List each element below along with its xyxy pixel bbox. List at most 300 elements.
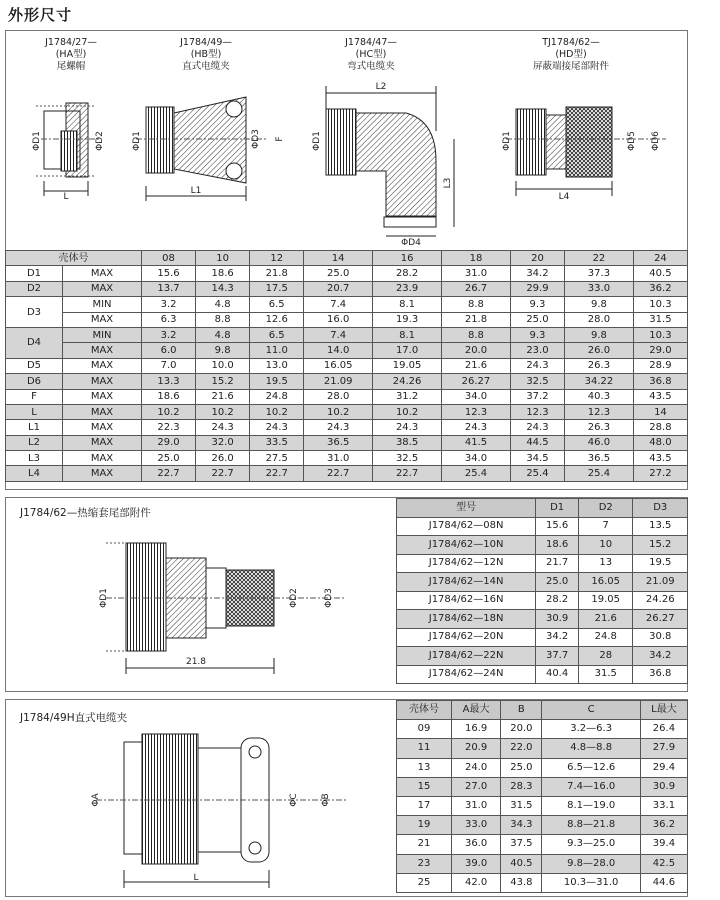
mid-table-row <box>397 573 688 592</box>
caption-hd: TJ1784/62— (HD型) 屏蔽端接尾部附件 <box>532 37 609 72</box>
main-value-cell: 10.0 <box>196 358 250 373</box>
bot-value-cell: 40.5 <box>501 854 542 873</box>
main-header-cell: 08 <box>142 251 196 266</box>
main-value-cell: 12.3 <box>564 404 633 419</box>
mid-value-cell: J1784/62—12N <box>397 554 536 573</box>
main-value-cell: 21.8 <box>442 312 511 327</box>
main-value-cell: 14.3 <box>196 281 250 296</box>
bot-value-cell: 20.9 <box>451 739 500 758</box>
main-row-name: D1 <box>6 266 63 281</box>
main-row-sub: MIN <box>63 327 142 342</box>
dim-len-mid: 21.8 <box>185 657 207 667</box>
bot-drawing <box>6 700 396 896</box>
main-value-cell: 9.8 <box>196 343 250 358</box>
mid-value-cell: 10 <box>578 536 633 555</box>
mid-value-cell: 34.2 <box>536 628 579 647</box>
main-value-cell: 34.5 <box>510 451 564 466</box>
main-value-cell: 14 <box>633 404 687 419</box>
bot-value-cell: 31.0 <box>451 796 500 815</box>
main-table-row <box>6 358 688 373</box>
main-value-cell: 17.5 <box>250 281 304 296</box>
main-value-cell: 34.0 <box>442 389 511 404</box>
main-value-cell: 21.8 <box>250 266 304 281</box>
bot-value-cell: 9.8—28.0 <box>542 854 640 873</box>
bot-header-cell: A最大 <box>451 701 500 720</box>
dim-d5-hd: ΦD5 <box>627 131 637 151</box>
main-value-cell: 18.6 <box>142 389 196 404</box>
main-value-cell: 40.3 <box>564 389 633 404</box>
bot-value-cell: 8.1—19.0 <box>542 796 640 815</box>
main-value-cell: 21.6 <box>442 358 511 373</box>
main-table-row <box>6 343 688 358</box>
bot-value-cell: 30.9 <box>640 777 687 796</box>
main-value-cell: 36.8 <box>633 374 687 389</box>
mid-value-cell: 16.05 <box>578 573 633 592</box>
mid-value-cell: J1784/62—08N <box>397 517 536 536</box>
main-value-cell: 19.05 <box>373 358 442 373</box>
main-table-row <box>6 266 688 281</box>
bot-value-cell: 22.0 <box>501 739 542 758</box>
bot-value-cell: 44.6 <box>640 873 687 892</box>
mid-value-cell: 18.6 <box>536 536 579 555</box>
main-table-row <box>6 451 688 466</box>
bot-value-cell: 27.9 <box>640 739 687 758</box>
main-value-cell: 34.22 <box>564 374 633 389</box>
hb-drawing <box>132 97 285 201</box>
main-value-cell: 26.3 <box>564 358 633 373</box>
mid-value-cell: 34.2 <box>633 647 688 666</box>
bot-title: J1784/49H直式电缆夹 <box>20 712 128 724</box>
main-value-cell: 33.5 <box>250 435 304 450</box>
main-header-cell: 20 <box>510 251 564 266</box>
main-value-cell: 13.0 <box>250 358 304 373</box>
main-header-cell: 18 <box>442 251 511 266</box>
main-value-cell: 7.0 <box>142 358 196 373</box>
page-title: 外形尺寸 <box>8 6 73 24</box>
bot-table-row <box>397 739 688 758</box>
mid-value-cell: 26.27 <box>633 610 688 629</box>
main-row-name: L3 <box>6 451 63 466</box>
main-value-cell: 33.0 <box>564 281 633 296</box>
dim-l-ha: L <box>63 192 69 202</box>
main-value-cell: 25.0 <box>510 312 564 327</box>
main-value-cell: 4.8 <box>196 327 250 342</box>
main-header-cell: 壳体号 <box>6 251 142 266</box>
bot-value-cell: 7.4—16.0 <box>542 777 640 796</box>
main-value-cell: 28.0 <box>564 312 633 327</box>
main-value-cell: 12.3 <box>442 404 511 419</box>
main-value-cell: 26.3 <box>564 420 633 435</box>
main-value-cell: 27.5 <box>250 451 304 466</box>
dim-l4-hd: L4 <box>558 192 570 202</box>
bot-value-cell: 24.0 <box>451 758 500 777</box>
hd-drawing <box>502 107 666 202</box>
dim-l1-hb: L1 <box>190 186 202 196</box>
main-value-cell: 19.3 <box>373 312 442 327</box>
mid-table-row <box>397 610 688 629</box>
mid-value-cell: 31.5 <box>578 665 633 684</box>
main-value-cell: 48.0 <box>633 435 687 450</box>
caption-hc: J1784/47— (HC型) 弯式电缆夹 <box>345 37 397 72</box>
main-value-cell: 10.2 <box>196 404 250 419</box>
main-value-cell: 31.0 <box>442 266 511 281</box>
main-value-cell: 31.0 <box>304 451 373 466</box>
mid-value-cell: 28 <box>578 647 633 666</box>
main-value-cell: 28.9 <box>633 358 687 373</box>
mid-value-cell: 7 <box>578 517 633 536</box>
mid-value-cell: 21.7 <box>536 554 579 573</box>
bot-value-cell: 28.3 <box>501 777 542 796</box>
main-row-sub: MAX <box>63 404 142 419</box>
mid-header-cell: D1 <box>536 499 579 518</box>
main-table-row <box>6 297 688 312</box>
mid-table-row <box>397 647 688 666</box>
main-header-cell: 24 <box>633 251 687 266</box>
caption-hb: J1784/49— (HB型) 直式电缆夹 <box>180 37 232 72</box>
main-value-cell: 28.8 <box>633 420 687 435</box>
mid-value-cell: J1784/62—24N <box>397 665 536 684</box>
main-value-cell: 36.5 <box>304 435 373 450</box>
main-value-cell: 9.8 <box>564 297 633 312</box>
mid-table-row <box>397 665 688 684</box>
main-value-cell: 23.0 <box>510 343 564 358</box>
mid-value-cell: 30.9 <box>536 610 579 629</box>
mid-table-header <box>397 499 688 518</box>
bot-value-cell: 16.9 <box>451 720 500 739</box>
bot-value-cell: 9.3—25.0 <box>542 835 640 854</box>
bot-value-cell: 6.5—12.6 <box>542 758 640 777</box>
caption-ha: J1784/27— (HA型) 尾螺帽 <box>45 37 97 72</box>
bot-value-cell: 33.0 <box>451 816 500 835</box>
main-row-name: F <box>6 389 63 404</box>
dim-d2-ha: ΦD2 <box>95 131 105 151</box>
main-value-cell: 26.0 <box>564 343 633 358</box>
main-table-header <box>6 251 688 266</box>
main-value-cell: 9.8 <box>564 327 633 342</box>
hc-drawing <box>312 82 454 248</box>
main-value-cell: 20.0 <box>442 343 511 358</box>
bot-value-cell: 42.5 <box>640 854 687 873</box>
main-header-cell: 16 <box>373 251 442 266</box>
bot-header-cell: C <box>542 701 640 720</box>
main-value-cell: 22.3 <box>142 420 196 435</box>
main-value-cell: 46.0 <box>564 435 633 450</box>
main-row-name: D6 <box>6 374 63 389</box>
mid-table-row <box>397 628 688 647</box>
main-row-sub: MAX <box>63 466 142 481</box>
mid-value-cell: J1784/62—20N <box>397 628 536 647</box>
bot-table-row <box>397 758 688 777</box>
dim-c-bot: ΦC <box>289 793 299 807</box>
main-value-cell: 13.3 <box>142 374 196 389</box>
mid-value-cell: 37.7 <box>536 647 579 666</box>
bot-table-row <box>397 720 688 739</box>
mid-title: J1784/62—热缩套尾部附件 <box>20 507 151 519</box>
main-value-cell: 41.5 <box>442 435 511 450</box>
dim-l-bot: L <box>193 873 199 883</box>
bot-value-cell: 11 <box>397 739 452 758</box>
bot-table-row <box>397 873 688 892</box>
main-value-cell: 28.2 <box>373 266 442 281</box>
bot-value-cell: 29.4 <box>640 758 687 777</box>
dim-b-bot: ΦB <box>321 793 331 807</box>
bot-value-cell: 15 <box>397 777 452 796</box>
bot-value-cell: 3.2—6.3 <box>542 720 640 739</box>
main-value-cell: 17.0 <box>373 343 442 358</box>
main-value-cell: 10.2 <box>373 404 442 419</box>
main-value-cell: 36.2 <box>633 281 687 296</box>
bot-value-cell: 4.8—8.8 <box>542 739 640 758</box>
main-row-name: D3 <box>6 297 63 328</box>
dim-d2-mid: ΦD2 <box>289 588 299 608</box>
main-value-cell: 8.1 <box>373 297 442 312</box>
main-value-cell: 25.4 <box>564 466 633 481</box>
main-row-sub: MAX <box>63 374 142 389</box>
dim-d3-hb: ΦD3 <box>251 129 261 149</box>
main-value-cell: 9.3 <box>510 327 564 342</box>
bot-value-cell: 23 <box>397 854 452 873</box>
main-value-cell: 16.0 <box>304 312 373 327</box>
bot-value-cell: 42.0 <box>451 873 500 892</box>
main-value-cell: 6.5 <box>250 327 304 342</box>
main-table-row <box>6 327 688 342</box>
main-value-cell: 14.0 <box>304 343 373 358</box>
bot-value-cell: 17 <box>397 796 452 815</box>
top-panel <box>5 30 688 490</box>
main-value-cell: 36.5 <box>564 451 633 466</box>
mid-value-cell: 25.0 <box>536 573 579 592</box>
main-row-name: D4 <box>6 327 63 358</box>
main-value-cell: 29.9 <box>510 281 564 296</box>
main-value-cell: 15.6 <box>142 266 196 281</box>
main-value-cell: 6.0 <box>142 343 196 358</box>
main-row-sub: MAX <box>63 420 142 435</box>
main-value-cell: 16.05 <box>304 358 373 373</box>
bot-value-cell: 25 <box>397 873 452 892</box>
main-value-cell: 22.7 <box>196 466 250 481</box>
dim-a-bot: ΦA <box>91 793 101 807</box>
main-table-row <box>6 404 688 419</box>
main-value-cell: 26.7 <box>442 281 511 296</box>
main-value-cell: 26.27 <box>442 374 511 389</box>
main-value-cell: 21.09 <box>304 374 373 389</box>
main-value-cell: 34.2 <box>510 266 564 281</box>
main-value-cell: 6.5 <box>250 297 304 312</box>
main-row-sub: MAX <box>63 312 142 327</box>
main-table-row <box>6 466 688 481</box>
bot-value-cell: 13 <box>397 758 452 777</box>
main-row-name: L4 <box>6 466 63 481</box>
bot-value-cell: 36.0 <box>451 835 500 854</box>
main-value-cell: 44.5 <box>510 435 564 450</box>
dim-d4-hc: ΦD4 <box>401 238 421 248</box>
mid-value-cell: 13.5 <box>633 517 688 536</box>
main-row-sub: MAX <box>63 389 142 404</box>
bot-value-cell: 39.4 <box>640 835 687 854</box>
mid-header-cell: 型号 <box>397 499 536 518</box>
dim-l2-hc: L2 <box>375 82 387 92</box>
main-header-cell: 22 <box>564 251 633 266</box>
main-value-cell: 7.4 <box>304 327 373 342</box>
mid-value-cell: J1784/62—18N <box>397 610 536 629</box>
mid-table-row <box>397 517 688 536</box>
mid-value-cell: 36.8 <box>633 665 688 684</box>
main-value-cell: 31.5 <box>633 312 687 327</box>
dim-d1-hc: ΦD1 <box>312 131 322 151</box>
mid-value-cell: 19.05 <box>578 591 633 610</box>
main-value-cell: 26.0 <box>196 451 250 466</box>
bot-value-cell: 20.0 <box>501 720 542 739</box>
main-row-name: D2 <box>6 281 63 296</box>
main-value-cell: 37.2 <box>510 389 564 404</box>
mid-value-cell: 24.26 <box>633 591 688 610</box>
dim-f-hb: F <box>275 136 285 142</box>
main-row-sub: MAX <box>63 358 142 373</box>
main-value-cell: 11.0 <box>250 343 304 358</box>
main-value-cell: 32.0 <box>196 435 250 450</box>
main-value-cell: 12.6 <box>250 312 304 327</box>
main-value-cell: 34.0 <box>442 451 511 466</box>
main-value-cell: 4.8 <box>196 297 250 312</box>
mid-header-cell: D3 <box>633 499 688 518</box>
main-value-cell: 3.2 <box>142 297 196 312</box>
bot-panel <box>5 699 688 897</box>
mid-value-cell: J1784/62—16N <box>397 591 536 610</box>
main-row-name: L <box>6 404 63 419</box>
mid-value-cell: 30.8 <box>633 628 688 647</box>
main-value-cell: 24.3 <box>442 420 511 435</box>
main-value-cell: 10.3 <box>633 297 687 312</box>
main-table-row <box>6 374 688 389</box>
main-value-cell: 25.4 <box>442 466 511 481</box>
top-drawing <box>6 31 687 251</box>
main-value-cell: 24.8 <box>250 389 304 404</box>
main-value-cell: 29.0 <box>633 343 687 358</box>
main-value-cell: 12.3 <box>510 404 564 419</box>
bot-table-row <box>397 854 688 873</box>
mid-table-row <box>397 536 688 555</box>
mid-table <box>396 498 688 684</box>
main-row-sub: MAX <box>63 343 142 358</box>
main-table-row <box>6 312 688 327</box>
main-value-cell: 40.5 <box>633 266 687 281</box>
dim-d1-hd: ΦD1 <box>502 131 512 151</box>
main-value-cell: 24.3 <box>510 358 564 373</box>
main-value-cell: 32.5 <box>510 374 564 389</box>
main-header-cell: 12 <box>250 251 304 266</box>
main-value-cell: 6.3 <box>142 312 196 327</box>
main-value-cell: 43.5 <box>633 451 687 466</box>
main-row-name: L1 <box>6 420 63 435</box>
dim-d1-mid: ΦD1 <box>99 588 109 608</box>
main-value-cell: 18.6 <box>196 266 250 281</box>
mid-value-cell: J1784/62—22N <box>397 647 536 666</box>
mid-table-row <box>397 591 688 610</box>
mid-value-cell: 24.8 <box>578 628 633 647</box>
bot-table-row <box>397 796 688 815</box>
mid-panel <box>5 497 688 692</box>
dim-d3-mid: ΦD3 <box>324 588 334 608</box>
mid-value-cell: 15.2 <box>633 536 688 555</box>
bot-table-header <box>397 701 688 720</box>
bot-table-row <box>397 835 688 854</box>
main-value-cell: 38.5 <box>373 435 442 450</box>
main-header-cell: 10 <box>196 251 250 266</box>
main-table-row <box>6 389 688 404</box>
bot-value-cell: 19 <box>397 816 452 835</box>
bot-table-row <box>397 777 688 796</box>
mid-value-cell: 40.4 <box>536 665 579 684</box>
main-value-cell: 22.7 <box>250 466 304 481</box>
main-value-cell: 8.8 <box>442 297 511 312</box>
main-value-cell: 8.8 <box>442 327 511 342</box>
bot-value-cell: 26.4 <box>640 720 687 739</box>
main-value-cell: 10.2 <box>250 404 304 419</box>
main-value-cell: 32.5 <box>373 451 442 466</box>
mid-value-cell: 21.09 <box>633 573 688 592</box>
main-value-cell: 21.6 <box>196 389 250 404</box>
main-value-cell: 43.5 <box>633 389 687 404</box>
ha-drawing <box>32 103 105 202</box>
bot-value-cell: 43.8 <box>501 873 542 892</box>
main-value-cell: 3.2 <box>142 327 196 342</box>
mid-header-cell: D2 <box>578 499 633 518</box>
main-row-name: L2 <box>6 435 63 450</box>
main-row-name: D5 <box>6 358 63 373</box>
bot-value-cell: 8.8—21.8 <box>542 816 640 835</box>
main-value-cell: 24.3 <box>304 420 373 435</box>
main-value-cell: 23.9 <box>373 281 442 296</box>
main-value-cell: 29.0 <box>142 435 196 450</box>
bot-value-cell: 36.2 <box>640 816 687 835</box>
main-value-cell: 25.4 <box>510 466 564 481</box>
main-value-cell: 24.3 <box>196 420 250 435</box>
main-value-cell: 10.3 <box>633 327 687 342</box>
bot-value-cell: 31.5 <box>501 796 542 815</box>
main-row-sub: MIN <box>63 297 142 312</box>
main-value-cell: 24.3 <box>250 420 304 435</box>
mid-value-cell: 21.6 <box>578 610 633 629</box>
mid-value-cell: 13 <box>578 554 633 573</box>
main-value-cell: 24.3 <box>373 420 442 435</box>
main-row-sub: MAX <box>63 451 142 466</box>
main-value-cell: 15.2 <box>196 374 250 389</box>
main-value-cell: 24.26 <box>373 374 442 389</box>
main-value-cell: 22.7 <box>142 466 196 481</box>
main-value-cell: 24.3 <box>510 420 564 435</box>
dim-d6-hd: ΦD6 <box>651 131 661 151</box>
main-value-cell: 31.2 <box>373 389 442 404</box>
bot-value-cell: 27.0 <box>451 777 500 796</box>
main-value-cell: 22.7 <box>304 466 373 481</box>
bot-value-cell: 33.1 <box>640 796 687 815</box>
main-value-cell: 27.2 <box>633 466 687 481</box>
mid-table-row <box>397 554 688 573</box>
main-value-cell: 8.8 <box>196 312 250 327</box>
main-table-row <box>6 420 688 435</box>
main-value-cell: 20.7 <box>304 281 373 296</box>
mid-value-cell: 28.2 <box>536 591 579 610</box>
main-value-cell: 25.0 <box>304 266 373 281</box>
dim-d1-ha: ΦD1 <box>32 131 42 151</box>
main-value-cell: 37.3 <box>564 266 633 281</box>
dim-d1-hb: ΦD1 <box>132 131 142 151</box>
bot-value-cell: 39.0 <box>451 854 500 873</box>
mid-drawing <box>6 498 396 691</box>
bot-value-cell: 37.5 <box>501 835 542 854</box>
bot-header-cell: L最大 <box>640 701 687 720</box>
bot-value-cell: 25.0 <box>501 758 542 777</box>
